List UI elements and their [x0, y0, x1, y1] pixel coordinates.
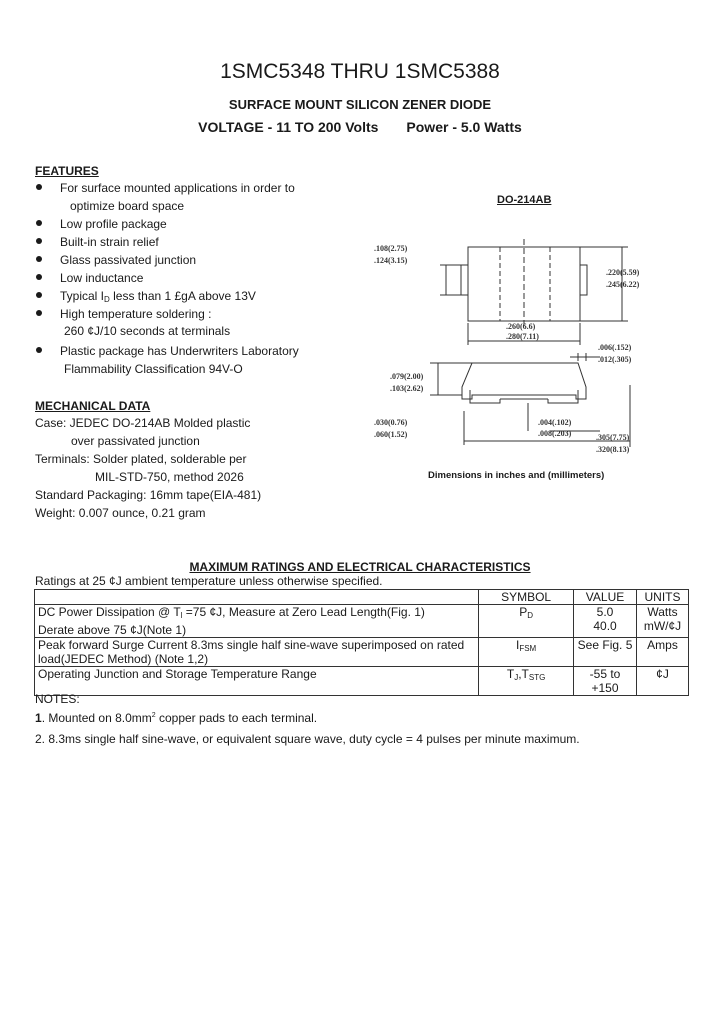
- package-outline-drawing: [360, 235, 660, 465]
- lead-right: [580, 265, 587, 295]
- ratings-intro: Ratings at 25 ¢J ambient temperature unless otherwise specified.: [35, 574, 383, 588]
- table-row: [35, 605, 689, 638]
- mech-line: Weight: 0.007 ounce, 0.21 gram: [35, 506, 206, 520]
- dim-label: .260(6.6): [506, 322, 536, 331]
- feature-item: High temperature soldering :: [60, 307, 212, 321]
- bullet-icon: [36, 184, 42, 190]
- mech-line: MIL-STD-750, method 2026: [95, 470, 244, 484]
- superscript: 2: [151, 712, 156, 719]
- lead-left: [461, 265, 468, 295]
- dimensions-note: Dimensions in inches and (millimeters): [428, 470, 605, 481]
- dim-label: .245(6.22): [606, 280, 640, 289]
- note-number: 1: [35, 711, 42, 725]
- dim-label: .012(.305): [598, 355, 632, 364]
- dim-label: .004(.102): [538, 418, 572, 427]
- param-text: load(JEDEC Method) (Note 1,2): [38, 652, 209, 666]
- bullet-icon: [36, 347, 42, 353]
- bullet-icon: [36, 310, 42, 316]
- unit-text: mW/¢J: [643, 619, 682, 633]
- voltage-range: VOLTAGE - 11 TO 200 Volts: [198, 119, 379, 135]
- param-text: Peak forward Surge Current 8.3ms single half sine-wave superimposed on rated: [38, 638, 465, 652]
- unit-cell: Amps: [637, 638, 689, 667]
- mech-line: Case: JEDEC DO-214AB Molded plastic: [35, 416, 251, 430]
- unit-cell: ¢J: [637, 667, 689, 696]
- package-name: DO-214AB: [497, 194, 552, 206]
- table-header-cell: UNITS: [637, 590, 689, 605]
- table-header-row: [35, 590, 689, 605]
- param-cell: Operating Junction and Storage Temperature Range: [35, 667, 479, 696]
- features-heading: FEATURES: [35, 164, 99, 178]
- feature-item: Low inductance: [60, 271, 144, 285]
- value-cell: See Fig. 5: [574, 638, 637, 667]
- feature-text: less than 1 £gA above 13V: [109, 289, 256, 303]
- param-text: [38, 605, 475, 623]
- symbol-cell: [479, 605, 574, 638]
- page-title: 1SMC5348 THRU 1SMC5388: [220, 60, 500, 83]
- dim-label: .008(.203): [538, 429, 572, 438]
- bullet-icon: [36, 274, 42, 280]
- feature-text: Typical I: [60, 289, 105, 303]
- feature-item: Glass passivated junction: [60, 253, 197, 267]
- feature-item: Plastic package has Underwriters Laboratory: [60, 344, 299, 358]
- value-text: 5.0: [596, 605, 614, 619]
- note-text: copper pads to each terminal.: [155, 711, 318, 725]
- power-rating: Power - 5.0 Watts: [406, 119, 522, 135]
- dim-label: .060(1.52): [374, 430, 408, 439]
- symbol-cell: [479, 667, 574, 696]
- dim-label: .079(2.00): [390, 372, 424, 381]
- feature-item: Low profile package: [60, 217, 167, 231]
- table-row: [35, 667, 689, 696]
- dim-label: .280(7.11): [506, 332, 539, 341]
- dim-label: .006(.152): [598, 343, 632, 352]
- note-text: . Mounted on 8.0mm: [41, 711, 152, 725]
- notes-heading: NOTES:: [35, 692, 80, 706]
- unit-cell: [637, 605, 689, 638]
- symbol-text: I: [515, 638, 520, 652]
- value-cell: [574, 605, 637, 638]
- symbol-text: ,T: [518, 667, 529, 681]
- bullet-icon: [36, 220, 42, 226]
- subscript: D: [527, 611, 533, 620]
- feature-item: For surface mounted applications in order to: [60, 181, 295, 195]
- subscript: J: [514, 673, 519, 682]
- param-text-part: DC Power Dissipation @ T: [38, 605, 181, 619]
- value-cell: -55 to +150: [574, 667, 637, 696]
- mech-line: over passivated junction: [71, 434, 200, 448]
- table-header-cell: SYMBOL: [479, 590, 574, 605]
- subscript: FSM: [519, 644, 537, 653]
- package-side-view: [462, 363, 586, 399]
- mech-line: Standard Packaging: 16mm tape(EIA-481): [35, 488, 262, 502]
- subscript: D: [104, 295, 110, 304]
- dim-label: .103(2.62): [390, 384, 424, 393]
- table-header-cell: VALUE: [574, 590, 637, 605]
- feature-item-cont: 260 ¢J/10 seconds at terminals: [64, 324, 231, 338]
- symbol-text: T: [506, 667, 515, 681]
- table-row: [35, 638, 689, 667]
- subtitle: SURFACE MOUNT SILICON ZENER DIODE: [228, 97, 492, 112]
- param-text-part: =75 ¢J, Measure at Zero Lead Length(Fig. 1): [182, 605, 425, 619]
- param-text: Derate above 75 ¢J(Note 1): [38, 623, 187, 637]
- subscript: l: [180, 611, 183, 620]
- feature-item: Built-in strain relief: [60, 235, 159, 249]
- table-header-cell: [35, 590, 479, 605]
- note-item: 2. 8.3ms single half sine-wave, or equivalent square wave, duty cycle = 4 pulses per minute maximum.: [35, 732, 580, 746]
- feature-item-cont: Flammability Classification 94V-O: [64, 362, 243, 376]
- symbol-cell: [479, 638, 574, 667]
- ratings-table: [34, 589, 689, 696]
- symbol-text: P: [519, 605, 528, 619]
- voltage-power-line: [0, 119, 720, 135]
- ratings-title: MAXIMUM RATINGS AND ELECTRICAL CHARACTERISTICS: [189, 560, 531, 574]
- dim-label: .108(2.75): [374, 244, 408, 253]
- mechanical-heading: MECHANICAL DATA: [35, 399, 151, 413]
- feature-item: [60, 289, 256, 304]
- dim-label: .320(8.13): [596, 445, 630, 454]
- mech-line: Terminals: Solder plated, solderable per: [35, 452, 247, 466]
- unit-text: Watts: [647, 605, 678, 619]
- bullet-icon: [36, 292, 42, 298]
- bullet-icon: [36, 238, 42, 244]
- subscript: STG: [528, 673, 546, 682]
- dim-label: .030(0.76): [374, 418, 408, 427]
- bullet-icon: [36, 256, 42, 262]
- value-text: 40.0: [593, 619, 617, 633]
- param-cell: [35, 605, 479, 638]
- dim-label: .220(5.59): [606, 268, 640, 277]
- feature-item-cont: optimize board space: [70, 199, 185, 213]
- param-cell: [35, 638, 479, 667]
- dim-label: .124(3.15): [374, 256, 408, 265]
- dim-label: .305(7.75): [596, 433, 630, 442]
- note-item: [35, 711, 317, 725]
